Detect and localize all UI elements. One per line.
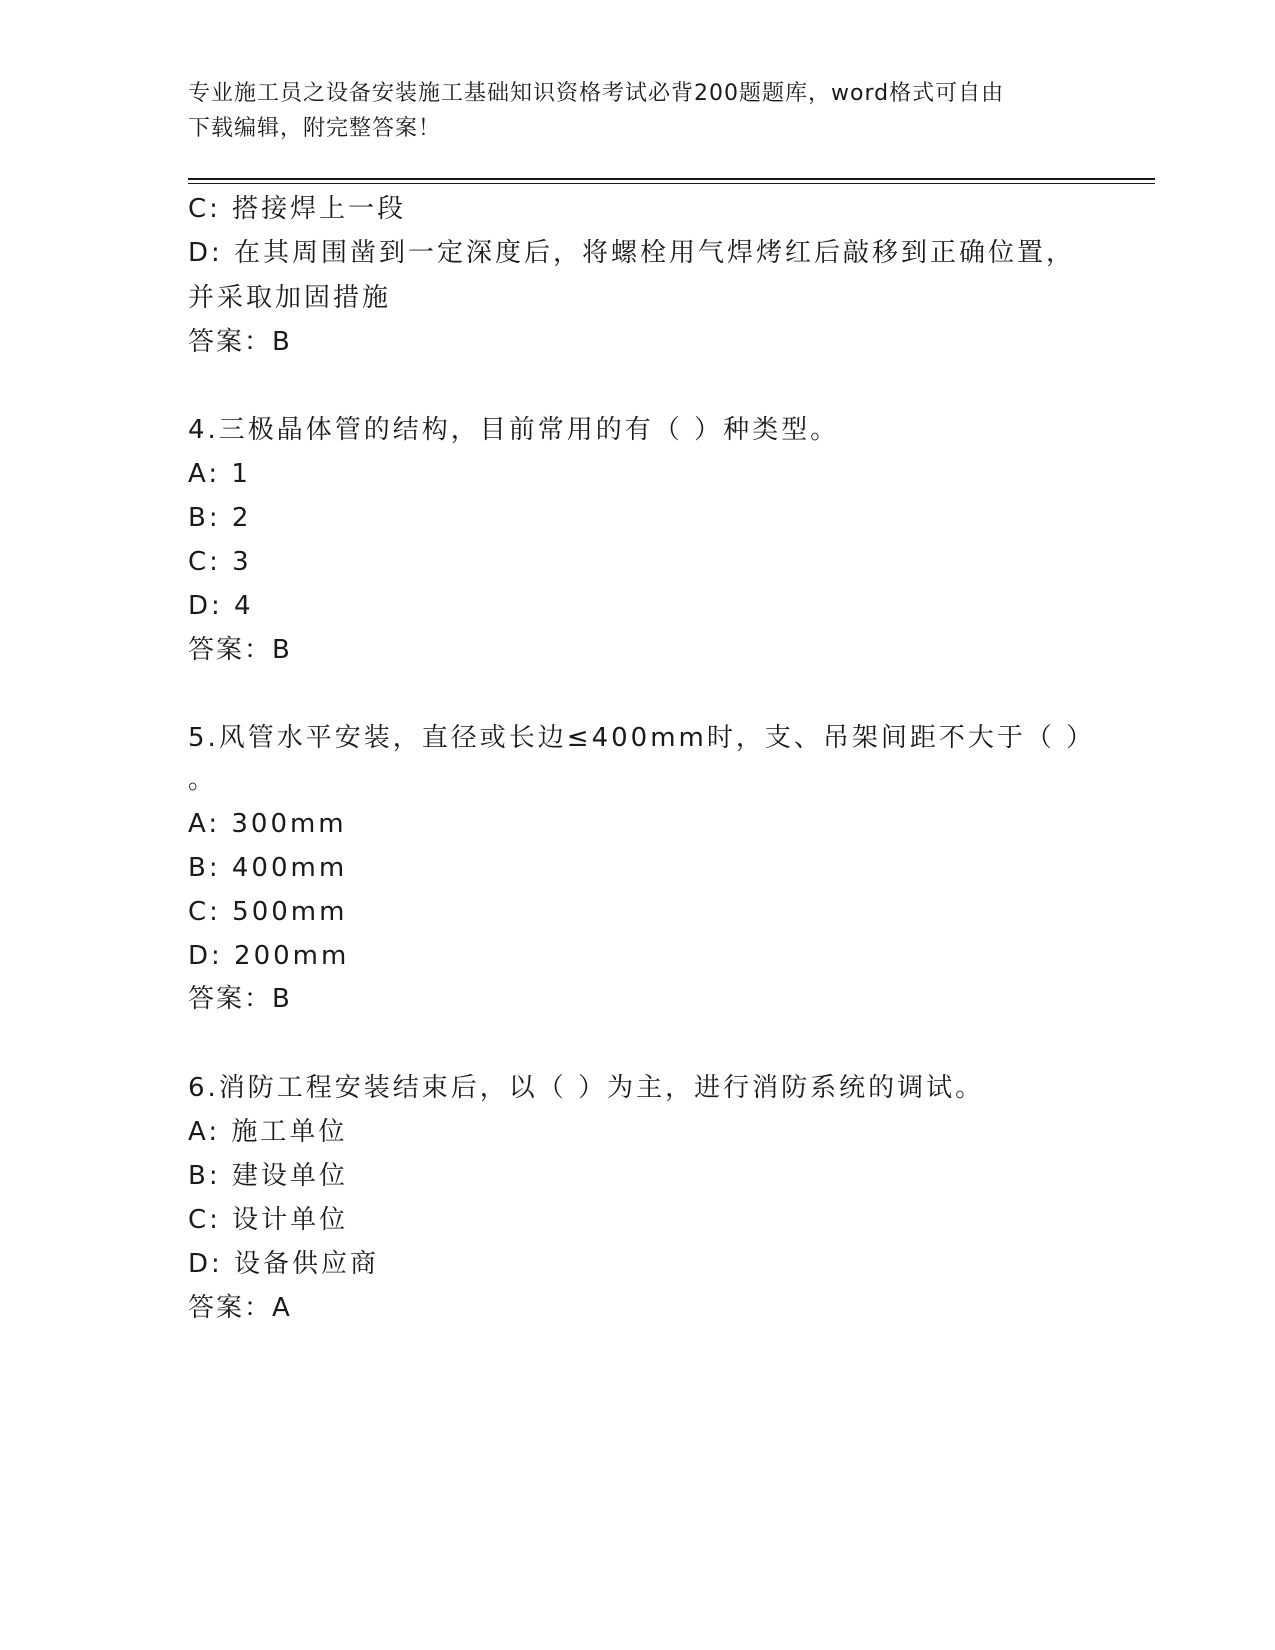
q4-option-c: C: 3	[188, 547, 252, 577]
q4-option-a: A: 1	[188, 459, 251, 489]
q4-question: 4.三极晶体管的结构，目前常用的有（ ）种类型。	[188, 415, 840, 445]
q4-option-d: D: 4	[188, 591, 254, 621]
header-line-1: 专业施工员之设备安装施工基础知识资格考试必背200题题库，word格式可自由	[188, 81, 1005, 106]
q6-option-b: B: 建设单位	[188, 1161, 348, 1191]
header-line-2: 下载编辑，附完整答案！	[188, 116, 442, 141]
document-header	[188, 76, 1068, 146]
header-divider-thick	[188, 178, 1155, 180]
q6-option-c: C: 设计单位	[188, 1205, 349, 1235]
q3-option-d-continued: 并采取加固措施	[188, 283, 392, 313]
q3-option-c: C: 搭接焊上一段	[188, 194, 407, 224]
q5-option-b: B: 400mm	[188, 853, 348, 883]
q6-option-a: A: 施工单位	[188, 1117, 348, 1147]
q6-question: 6.消防工程安装结束后，以（ ）为主，进行消防系统的调试。	[188, 1073, 985, 1103]
header-divider-thin	[188, 183, 1155, 184]
q4-option-b: B: 2	[188, 503, 252, 533]
q5-option-c: C: 500mm	[188, 897, 348, 927]
q5-question-continued: 。	[188, 765, 218, 795]
q6-answer: 答案：A	[188, 1293, 292, 1323]
q5-option-a: A: 300mm	[188, 809, 347, 839]
q3-answer: 答案：B	[188, 327, 292, 357]
q4-answer: 答案：B	[188, 635, 292, 665]
q5-answer: 答案：B	[188, 984, 292, 1014]
q3-option-d: D: 在其周围凿到一定深度后，将螺栓用气焊烤红后敲移到正确位置，	[188, 238, 1076, 268]
q6-option-d: D: 设备供应商	[188, 1249, 380, 1279]
q5-option-d: D: 200mm	[188, 941, 350, 971]
q5-question: 5.风管水平安装，直径或长边≤400mm时，支、吊架间距不大于（ ）	[188, 723, 1096, 753]
